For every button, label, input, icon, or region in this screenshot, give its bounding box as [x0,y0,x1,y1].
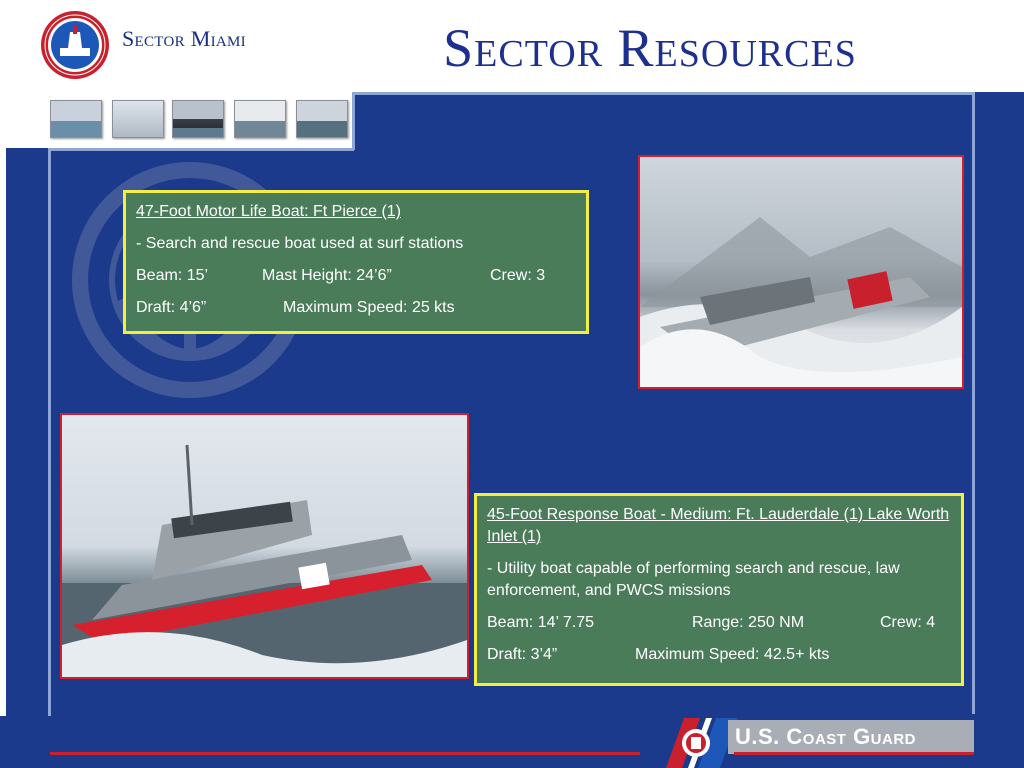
spec-crew: Crew: 3 [490,267,546,284]
specs-row-1 [136,265,576,287]
footer-red-line [50,752,640,755]
spec-max-speed: Maximum Speed: 25 kts [283,299,455,316]
thumbnail-boat-3 [296,100,348,138]
spec-max-speed: Maximum Speed: 42.5+ kts [635,646,830,663]
thumbnail-helicopter [112,100,164,138]
thumbnail-boat-1 [50,100,102,138]
racing-stripe-icon [648,718,738,768]
spec-draft: Draft: 4’6” [136,299,207,316]
frame-line [48,150,51,716]
frame-line [352,92,355,150]
box-heading: 45-Foot Response Boat - Medium: Ft. Lauderdale (1) Lake Worth Inlet (1) [487,506,950,545]
spec-beam: Beam: 14’ 7.75 [487,614,595,631]
spec-crew: Crew: 4 [880,614,936,631]
specs-row-2 [487,644,951,666]
page-title: Sector Resources [443,18,857,78]
footer-red-line [734,752,974,755]
response-boat-info-box [474,493,964,686]
box-heading: 47-Foot Motor Life Boat: Ft Pierce (1) [136,203,401,220]
frame-line [352,92,974,95]
thumbnail-boat-2 [234,100,286,138]
box-description: - Utility boat capable of performing search and rescue, law enforcement, and PWCS missions [487,560,900,599]
box-description: - Search and rescue boat used at surf stations [136,235,464,252]
spec-mast-height: Mast Height: 24’6” [262,267,392,284]
specs-row-2 [136,297,576,319]
motor-life-boat-info-box [123,190,589,334]
thumbnail-cutter [172,100,224,138]
spec-range: Range: 250 NM [692,614,805,631]
frame-line [972,92,975,714]
unit-name: Sector Miami [122,26,246,51]
sector-seal-icon [40,10,110,80]
motor-life-boat-photo [638,155,964,389]
specs-row-1 [487,612,951,634]
response-boat-medium-photo [60,413,469,679]
header-bar [0,0,1024,92]
footer-brand: U.S. Coast Guard [735,724,917,749]
left-margin [0,92,6,768]
thumbnail-strip [6,92,352,148]
spec-draft: Draft: 3’4” [487,646,558,663]
spec-beam: Beam: 15’ [136,267,209,284]
